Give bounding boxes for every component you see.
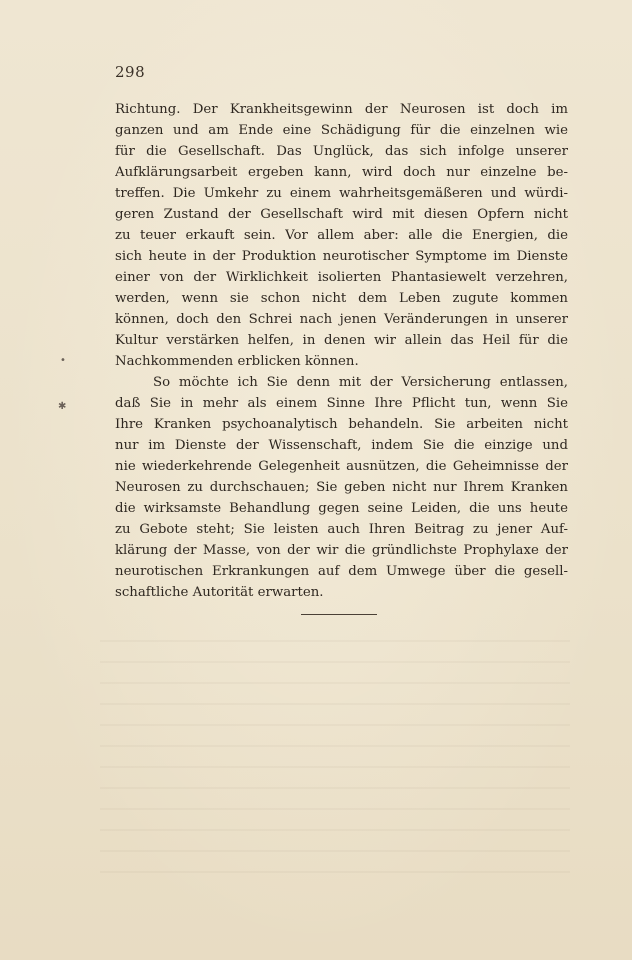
text-line: die wirksamste Behandlung gegen seine Leiden, die uns heute: [115, 501, 568, 516]
text-line: für die Gesellschaft. Das Unglück, das sich infolge unserer: [115, 144, 568, 159]
text-line: können, doch den Schrei nach jenen Veränderungen in unserer: [115, 312, 568, 327]
text-line: Nachkommenden erblicken können.: [115, 354, 359, 369]
text-line: Kultur verstärken helfen, in denen wir allein das Heil für die: [115, 333, 568, 348]
paragraph-1: [115, 99, 568, 372]
text-line: So möchte ich Sie denn mit der Versicherung entlassen,: [153, 375, 568, 390]
text-line: zu Gebote steht; Sie leisten auch Ihren Beitrag zu jener Auf-: [115, 522, 568, 537]
text-line: schaftliche Autorität erwarten.: [115, 585, 324, 600]
body-text: [115, 99, 568, 603]
text-line: klärung der Masse, von der wir die gründlichste Prophylaxe der: [115, 543, 568, 558]
text-line: Ihre Kranken psychoanalytisch behandeln. Sie arbeiten nicht: [115, 417, 568, 432]
text-line: einer von der Wirklichkeit isolierten Phantasiewelt verzehren,: [115, 270, 568, 285]
text-line: geren Zustand der Gesellschaft wird mit diesen Opfern nicht: [115, 207, 568, 222]
text-line: treffen. Die Umkehr zu einem wahrheitsgemäßeren und würdi-: [115, 186, 568, 201]
text-line: sich heute in der Produktion neurotischer Symptome im Dienste: [115, 249, 568, 264]
text-line: werden, wenn sie schon nicht dem Leben zugute kommen: [115, 291, 568, 306]
section-end-rule: [301, 614, 377, 615]
text-line: neurotischen Erkrankungen auf dem Umwege über die gesell-: [115, 564, 568, 579]
paragraph-2: [115, 372, 568, 603]
page-number: 298: [115, 63, 146, 81]
margin-asterisk: ✱: [58, 401, 67, 412]
text-line: nie wiederkehrende Gelegenheit ausnützen, die Geheimnisse der: [115, 459, 568, 474]
text-line: Aufklärungsarbeit ergeben kann, wird doch nur einzelne be-: [115, 165, 568, 180]
margin-dot: •: [60, 355, 66, 366]
text-line: daß Sie in mehr als einem Sinne Ihre Pflicht tun, wenn Sie: [115, 396, 568, 411]
text-line: zu teuer erkauft sein. Vor allem aber: alle die Energien, die: [115, 228, 568, 243]
show-through-from-reverse: [100, 640, 570, 890]
text-line: Richtung. Der Krankheitsgewinn der Neurosen ist doch im: [115, 102, 568, 117]
text-line: Neurosen zu durchschauen; Sie geben nicht nur Ihrem Kranken: [115, 480, 568, 495]
text-line: nur im Dienste der Wissenschaft, indem Sie die einzige und: [115, 438, 568, 453]
text-line: ganzen und am Ende eine Schädigung für die einzelnen wie: [115, 123, 568, 138]
